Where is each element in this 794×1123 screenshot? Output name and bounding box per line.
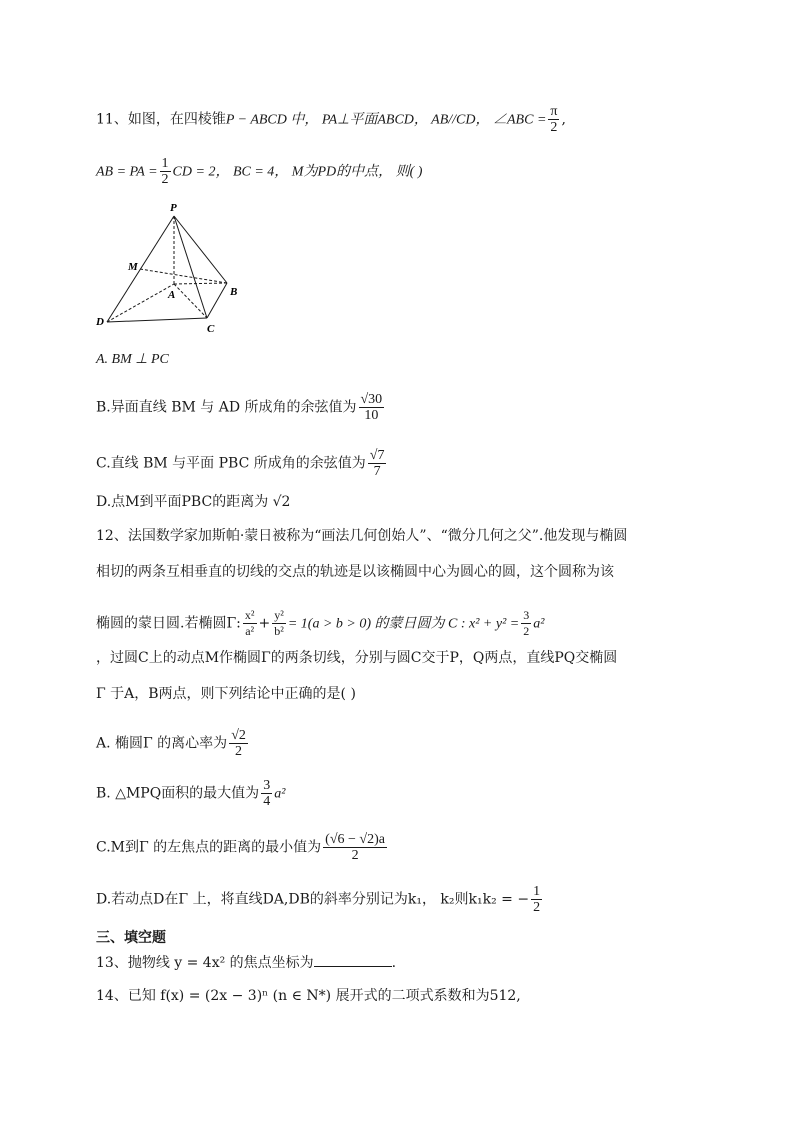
label-D: D bbox=[96, 316, 104, 328]
edge-AB bbox=[174, 283, 227, 284]
q12-line3 bbox=[96, 608, 544, 639]
q12-option-d-fraction bbox=[531, 884, 542, 915]
q11-option-b-den: 10 bbox=[364, 408, 379, 423]
label-C: C bbox=[207, 323, 215, 335]
q11-option-c-den: 7 bbox=[373, 464, 381, 479]
edge-DA bbox=[107, 284, 174, 322]
edge-MB bbox=[140, 269, 227, 283]
q12-option-c-num: (√6 − √2)a bbox=[325, 832, 385, 847]
q12-option-b-tail: a² bbox=[274, 786, 286, 802]
section-fill-in-title: 三、填空题 bbox=[96, 930, 166, 946]
q12-y-den: b² bbox=[274, 624, 284, 638]
q12-option-b-fraction bbox=[261, 778, 272, 809]
q11-option-b-text: B.异面直线 BM 与 AD 所成角的余弦值为 bbox=[96, 399, 357, 416]
q12-line1 bbox=[96, 526, 627, 546]
q12-option-d bbox=[96, 884, 544, 915]
q11-pi-num: π bbox=[550, 104, 558, 119]
q12-option-a-fraction bbox=[229, 728, 248, 759]
q11-line2-b: CD = 2， BC = 4， M为PD的中点， 则( ) bbox=[172, 164, 423, 180]
q11-option-d bbox=[96, 492, 290, 512]
q12-y-fraction bbox=[272, 608, 286, 639]
pyramid-figure bbox=[90, 196, 250, 341]
edge-AC bbox=[174, 284, 207, 318]
edge-PC bbox=[174, 216, 207, 318]
q11-comma: , bbox=[561, 111, 566, 128]
q11-option-b bbox=[96, 392, 386, 423]
q12-option-b-num: 3 bbox=[263, 778, 271, 793]
q11-option-c-fraction bbox=[368, 448, 387, 479]
q12-x-den: a² bbox=[245, 624, 255, 638]
q11-half-fraction bbox=[160, 156, 171, 187]
edge-PB bbox=[174, 216, 227, 283]
q11-pi-den: 2 bbox=[550, 120, 558, 135]
q12-option-a-num: √2 bbox=[231, 728, 246, 743]
q13-period: . bbox=[391, 955, 397, 971]
q12-three-halves bbox=[521, 608, 531, 639]
q11-line1-math: P − ABCD 中， PA⊥平面ABCD， AB//CD， ∠ABC = bbox=[225, 112, 547, 128]
q12-line4-text: ，过圆C上的动点M作椭圆Γ的两条切线，分别与圆C交于P，Q两点，直线PQ交椭圆 bbox=[96, 650, 618, 666]
q12-option-a bbox=[96, 728, 250, 759]
q12-option-a-den: 2 bbox=[235, 744, 243, 759]
q12-option-d-den: 2 bbox=[533, 900, 541, 915]
q12-line1-text: 12、法国数学家加斯帕·蒙日被称为“画法几何创始人”、“微分几何之父”.他发现与椭圆 bbox=[96, 528, 628, 544]
q12-three-num: 3 bbox=[523, 608, 530, 622]
q12-option-b-text: B. △MPQ面积的最大值为 bbox=[96, 785, 260, 802]
label-A: A bbox=[168, 289, 176, 301]
q12-option-d-num: 1 bbox=[533, 884, 541, 899]
label-B: B bbox=[230, 286, 238, 298]
q11-stem-line2 bbox=[96, 156, 422, 187]
q11-stem-line1 bbox=[96, 104, 566, 135]
q12-line3-a: 椭圆的蒙日圆.若椭圆Γ: bbox=[96, 615, 241, 632]
q11-half-num: 1 bbox=[161, 156, 169, 171]
q12-option-c-fraction bbox=[323, 832, 387, 863]
q13 bbox=[96, 952, 396, 973]
q11-option-d-text: D.点M到平面PBC的距离为 √2 bbox=[96, 494, 291, 510]
q11-prefix: 11、如图，在四棱锥 bbox=[96, 111, 226, 128]
q12-x-num: x² bbox=[244, 608, 255, 622]
q12-x-fraction bbox=[243, 608, 257, 639]
q12-line3-b: = 1(a > b > 0) 的蒙日圆为 C : x² + y² = bbox=[287, 616, 520, 632]
q12-three-den: 2 bbox=[523, 624, 530, 638]
q12-option-c-text: C.M到Γ 的左焦点的距离的最小值为 bbox=[96, 839, 322, 856]
q11-option-c-text: C.直线 BM 与平面 PBC 所成角的余弦值为 bbox=[96, 455, 366, 472]
q11-option-a-text: A. BM ⊥ PC bbox=[96, 352, 169, 367]
label-M: M bbox=[128, 261, 138, 273]
q11-line2-a: AB = PA = bbox=[96, 164, 158, 180]
q11-half-den: 2 bbox=[161, 172, 169, 187]
q11-option-c-num: √7 bbox=[369, 448, 385, 463]
q13-answer-blank[interactable] bbox=[314, 952, 392, 967]
label-P: P bbox=[170, 202, 177, 214]
q12-option-d-text: D.若动点D在Γ 上，将直线DA,DB的斜率分别记为k₁， k₂则k₁k₂ = − bbox=[96, 891, 530, 908]
q12-line3-c: a² bbox=[533, 616, 545, 632]
q12-plus: + bbox=[258, 615, 271, 632]
q12-option-b bbox=[96, 778, 285, 809]
q11-option-a bbox=[96, 349, 169, 370]
q14-text: 14、已知 f(x) = (2x − 3)ⁿ (n ∈ N*) 展开式的二项式系数和为512, bbox=[96, 988, 521, 1004]
edge-DC bbox=[107, 318, 207, 322]
q11-option-b-fraction bbox=[359, 392, 385, 423]
q12-option-c bbox=[96, 832, 389, 863]
q11-option-b-num: √30 bbox=[360, 392, 383, 407]
q12-option-a-text: A. 椭圆Γ 的离心率为 bbox=[96, 735, 228, 752]
q12-line2 bbox=[96, 562, 614, 582]
q12-line5-text: Γ 于A，B两点，则下列结论中正确的是( ) bbox=[96, 686, 356, 702]
q13-text: 13、抛物线 y = 4x² 的焦点坐标为 bbox=[96, 955, 314, 971]
q12-line4 bbox=[96, 648, 617, 668]
q12-y-num: y² bbox=[274, 608, 284, 622]
q11-option-c bbox=[96, 448, 388, 479]
q11-pi-fraction bbox=[548, 104, 559, 135]
q12-option-c-den: 2 bbox=[351, 848, 359, 863]
q14 bbox=[96, 986, 521, 1006]
q12-option-b-den: 4 bbox=[263, 794, 271, 809]
q12-line2-text: 相切的两条互相垂直的切线的交点的轨迹是以该椭圆中心为圆心的圆，这个圆称为该 bbox=[96, 564, 614, 580]
edge-CB bbox=[207, 283, 227, 318]
q12-line5 bbox=[96, 684, 356, 704]
